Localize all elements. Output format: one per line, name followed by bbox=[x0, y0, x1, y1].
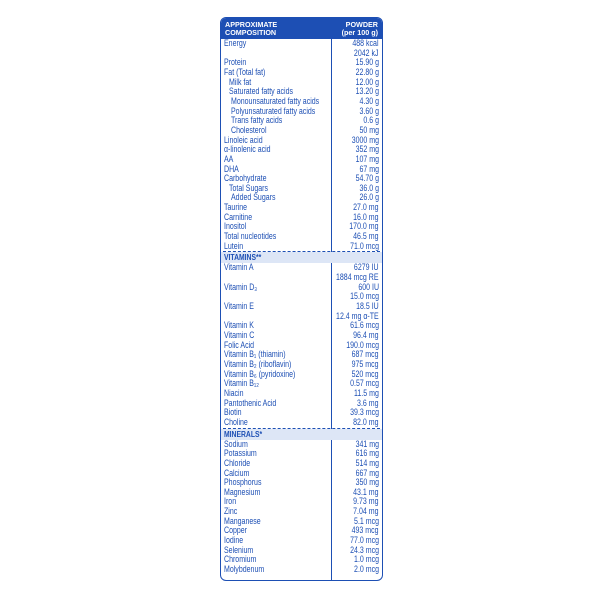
nutrient-amount: 687 mcg bbox=[352, 349, 379, 360]
nutrient-row bbox=[221, 565, 382, 575]
nutrient-amount: 39.3 mcg bbox=[350, 407, 379, 418]
powder-header: POWDER (per 100 g) bbox=[341, 20, 378, 37]
nutrient-amount: 190.0 mcg bbox=[346, 339, 379, 350]
nutrient-amount: 107 mg bbox=[355, 153, 379, 164]
nutrient-amount: 77.0 mcg bbox=[350, 535, 379, 546]
nutrient-label: Vitamin C bbox=[224, 329, 255, 340]
nutrient-amount: 0.6 g bbox=[363, 115, 379, 126]
nutrient-label: AA bbox=[224, 153, 234, 164]
nutrient-label: Vitamin B₁ (thiamin) bbox=[224, 349, 286, 360]
nutrient-amount: 50 mg bbox=[359, 124, 379, 135]
composition-section bbox=[221, 39, 382, 251]
table-header bbox=[221, 18, 382, 39]
nutrient-label: Added Sugars bbox=[231, 192, 276, 203]
nutrient-label: Saturated fatty acids bbox=[229, 86, 293, 97]
nutrient-amount: 4.30 g bbox=[359, 95, 379, 106]
nutrient-value bbox=[336, 302, 379, 321]
nutrient-amount: 43.1 mg bbox=[353, 486, 379, 497]
nutrient-amount: 2042 kJ bbox=[354, 47, 379, 58]
nutrient-amount: 12.00 g bbox=[355, 76, 379, 87]
nutrient-label: Carbohydrate bbox=[224, 173, 267, 184]
nutrient-label: Manganese bbox=[224, 515, 261, 526]
vitamins-heading: VITAMINS** bbox=[221, 252, 382, 263]
nutrient-label: Zinc bbox=[224, 506, 238, 517]
nutrient-amount: 616 mg bbox=[355, 448, 379, 459]
nutrient-label: Sodium bbox=[224, 438, 248, 449]
nutrient-row bbox=[221, 418, 382, 428]
nutrient-value bbox=[353, 39, 379, 58]
nutrient-amount: 5.1 mcg bbox=[354, 515, 379, 526]
nutrient-label: Vitamin E bbox=[224, 301, 254, 312]
nutrient-label: Magnesium bbox=[224, 486, 261, 497]
nutrient-amount: 82.0 mg bbox=[353, 416, 379, 427]
nutrient-amount: 3.6 mg bbox=[357, 397, 379, 408]
nutrient-label: α-linolenic acid bbox=[224, 144, 271, 155]
nutrient-label: Monounsaturated fatty acids bbox=[231, 95, 320, 106]
nutrient-amount: 352 mg bbox=[355, 144, 379, 155]
nutrient-amount: 520 mcg bbox=[352, 368, 379, 379]
nutrient-amount: 18.5 IU bbox=[356, 301, 379, 312]
nutrient-label: Energy bbox=[224, 38, 247, 48]
nutrient-label: Linoleic acid bbox=[224, 134, 263, 145]
nutrient-label: Polyunsaturated fatty acids bbox=[231, 105, 316, 116]
nutrient-amount: 600 IU bbox=[358, 281, 379, 292]
vitamins-section bbox=[221, 263, 382, 427]
nutrient-amount: 15.90 g bbox=[355, 57, 379, 68]
nutrient-amount: 24.3 mcg bbox=[350, 544, 379, 555]
nutrient-label: Protein bbox=[224, 57, 247, 68]
nutrient-label: Phosphorus bbox=[224, 477, 262, 488]
nutrition-panel bbox=[220, 17, 383, 581]
nutrient-label: Vitamin D₃ bbox=[224, 281, 258, 292]
nutrient-amount: 0.57 mcg bbox=[350, 378, 379, 389]
nutrient-label: Chromium bbox=[224, 554, 257, 565]
nutrient-amount: 514 mg bbox=[355, 457, 379, 468]
nutrient-row bbox=[221, 263, 382, 282]
nutrient-amount: 170.0 mg bbox=[349, 221, 379, 232]
nutrient-amount: 667 mg bbox=[355, 467, 379, 478]
nutrient-amount: 3.60 g bbox=[359, 105, 379, 116]
nutrient-label: DHA bbox=[224, 163, 239, 174]
nutrient-row bbox=[221, 302, 382, 321]
nutrient-row bbox=[221, 242, 382, 252]
nutrient-label: Folic Acid bbox=[224, 339, 255, 350]
nutrient-amount: 27.0 mg bbox=[353, 202, 379, 213]
nutrient-amount: 46.5 mg bbox=[353, 231, 379, 242]
nutrient-label: Carnitine bbox=[224, 211, 253, 222]
nutrient-amount: 54.70 g bbox=[355, 173, 379, 184]
nutrient-label: Molybdenum bbox=[224, 564, 265, 575]
nutrient-label: Copper bbox=[224, 525, 248, 536]
nutrient-amount: 7.04 mg bbox=[353, 506, 379, 517]
nutrient-amount: 3000 mg bbox=[351, 134, 379, 145]
nutrient-label: Chloride bbox=[224, 457, 251, 468]
nutrient-label: Biotin bbox=[224, 407, 242, 418]
nutrient-value bbox=[354, 418, 379, 428]
nutrient-label: Selenium bbox=[224, 544, 254, 555]
nutrient-row bbox=[221, 39, 382, 58]
nutrient-amount: 488 kcal bbox=[352, 38, 379, 48]
nutrient-amount: 71.0 mcg bbox=[350, 240, 379, 251]
nutrient-label: Niacin bbox=[224, 387, 244, 398]
nutrient-amount: 6279 IU bbox=[354, 262, 379, 273]
nutrient-amount: 975 mcg bbox=[352, 358, 379, 369]
nutrient-value bbox=[350, 283, 379, 302]
minerals-section bbox=[221, 440, 382, 575]
nutrient-row bbox=[221, 155, 382, 165]
nutrient-label: Potassium bbox=[224, 448, 257, 459]
nutrient-value bbox=[336, 263, 379, 282]
nutrient-amount: 12.4 mg α-TE bbox=[336, 310, 379, 321]
nutrient-label: Total Sugars bbox=[229, 182, 269, 193]
nutrient-row bbox=[221, 283, 382, 302]
nutrient-label: Cholesterol bbox=[231, 124, 267, 135]
nutrient-amount: 493 mcg bbox=[352, 525, 379, 536]
nutrient-amount: 96.4 mg bbox=[353, 329, 379, 340]
nutrient-label: Trans fatty acids bbox=[231, 115, 283, 126]
nutrient-label: Inositol bbox=[224, 221, 247, 232]
nutrient-amount: 15.0 mcg bbox=[350, 291, 379, 302]
nutrient-amount: 61.6 mcg bbox=[350, 320, 379, 331]
nutrient-value bbox=[350, 242, 379, 252]
minerals-heading: MINERALS* bbox=[221, 429, 382, 440]
nutrient-amount: 1.0 mcg bbox=[354, 554, 379, 565]
nutrient-label: Total nucleotides bbox=[224, 231, 277, 242]
nutrient-label: Iodine bbox=[224, 535, 244, 546]
nutrient-label: Vitamin B₆ (pyridoxine) bbox=[224, 368, 296, 379]
nutrient-label: Taurine bbox=[224, 202, 248, 213]
nutrient-amount: 341 mg bbox=[355, 438, 379, 449]
composition-header: APPROXIMATE COMPOSITION bbox=[225, 20, 278, 37]
nutrient-label: Milk fat bbox=[229, 76, 252, 87]
nutrient-amount: 2.0 mcg bbox=[354, 564, 379, 575]
nutrient-label: Iron bbox=[224, 496, 237, 507]
nutrient-label: Lutein bbox=[224, 240, 244, 251]
nutrient-amount: 11.5 mg bbox=[354, 387, 379, 398]
nutrient-label: Vitamin K bbox=[224, 320, 254, 331]
nutrient-label: Vitamin B₂ (riboflavin) bbox=[224, 358, 292, 369]
nutrient-amount: 9.73 mg bbox=[353, 496, 379, 507]
nutrient-amount: 22.80 g bbox=[355, 66, 379, 77]
nutrient-label: Vitamin A bbox=[224, 262, 254, 273]
nutrient-label: Vitamin B₁₂ bbox=[224, 378, 260, 389]
nutrient-label: Pantothenic Acid bbox=[224, 397, 277, 408]
nutrient-amount: 350 mg bbox=[355, 477, 379, 488]
nutrient-amount: 13.20 g bbox=[355, 86, 379, 97]
nutrient-label: Choline bbox=[224, 416, 248, 427]
nutrient-label: Calcium bbox=[224, 467, 250, 478]
nutrient-amount: 67 mg bbox=[359, 163, 379, 174]
nutrient-value bbox=[354, 565, 379, 575]
nutrient-amount: 16.0 mg bbox=[353, 211, 379, 222]
nutrient-amount: 36.0 g bbox=[359, 182, 379, 193]
nutrient-amount: 1884 mcg RE bbox=[336, 272, 379, 283]
nutrient-label: Fat (Total fat) bbox=[224, 66, 266, 77]
nutrient-amount: 26.0 g bbox=[359, 192, 379, 203]
